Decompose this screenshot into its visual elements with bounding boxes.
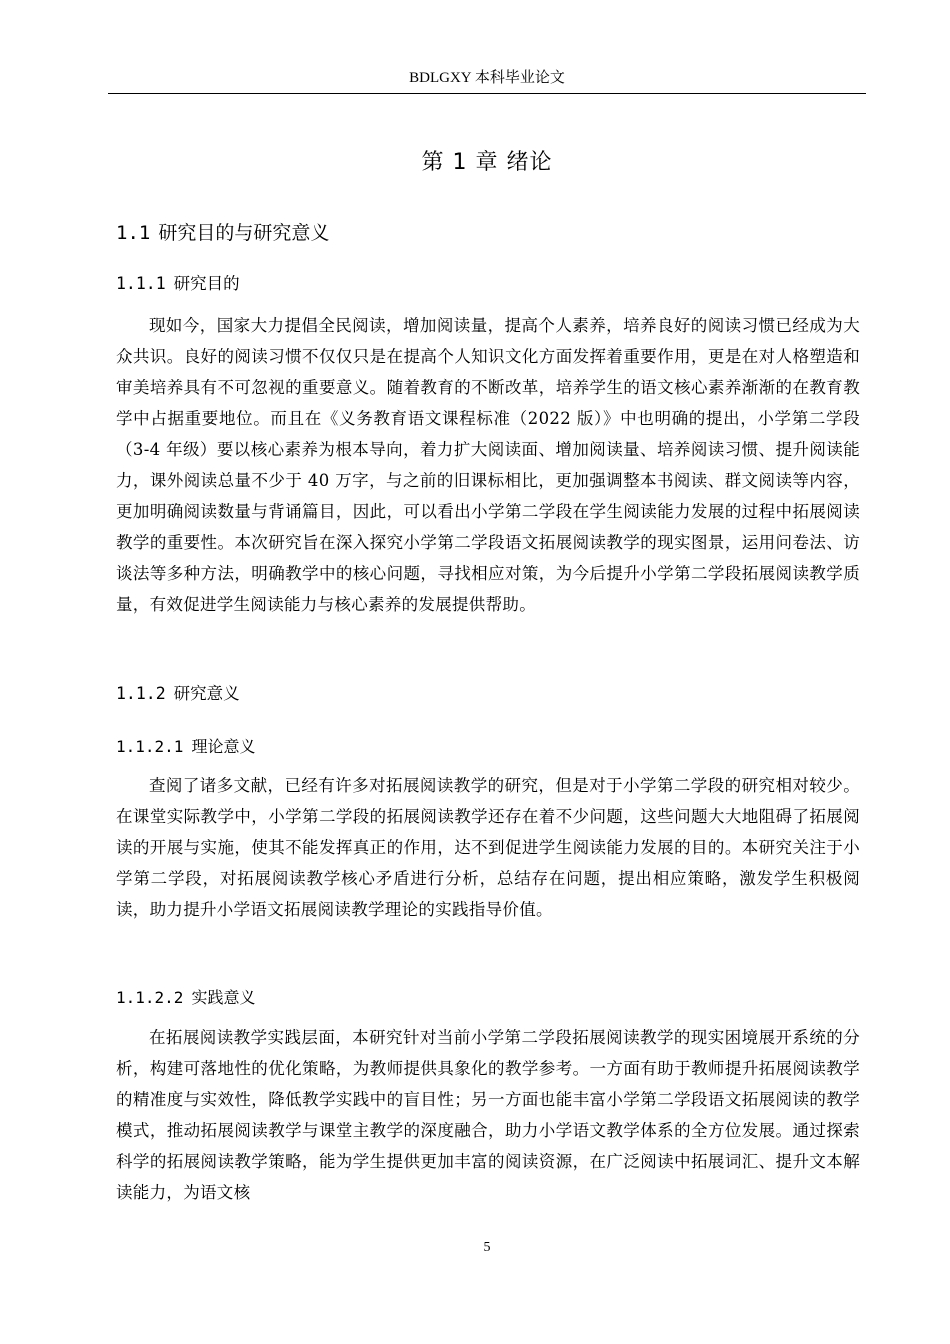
paragraph-theoretical-significance: 查阅了诸多文献，已经有许多对拓展阅读教学的研究，但是对于小学第二学段的研究相对较少。在课堂实际教学中，小学第二学段的拓展阅读教学还存在着不少问题，这些问题大大地阻碍了拓展阅读的开展与实施，使其不能发挥真正的作用，达不到促进学生阅读能力发展的目的。本研究关注于小学第二学段，对拓展阅读教学核心矛盾进行分析，总结存在问题，提出相应策略，激发学生积极阅读，助力提升小学语文拓展阅读教学理论的实践指导价值。 [116, 776, 860, 919]
section-number: 1.1.2 [116, 684, 166, 703]
section-heading-1-1-1 [116, 270, 240, 298]
section-number: 1.1 [116, 222, 151, 244]
section-title: 研究意义 [173, 684, 240, 703]
section-number: 1.1.2.1 [116, 737, 184, 756]
section-title: 理论意义 [191, 737, 256, 756]
section-title: 实践意义 [191, 988, 256, 1007]
section-title: 研究目的 [173, 274, 240, 293]
section-heading-1-1 [116, 218, 329, 248]
section-number: 1.1.2.2 [116, 988, 184, 1007]
section-heading-1-1-2 [116, 680, 240, 708]
paragraph-research-purpose: 现如今，国家大力提倡全民阅读，增加阅读量，提高个人素养，培养良好的阅读习惯已经成为大众共识。良好的阅读习惯不仅仅只是在提高个人知识文化方面发挥着重要作用，更是在对人格塑造和审美培养具有不可忽视的重要意义。随着教育的不断改革，培养学生的语文核心素养渐渐的在教育教学中占据重要地位。而且在《义务教育语文课程标准（2022 版）》中也明确的提出，小学第二学段（3-4 年级）要以核心素养为根本导向，着力扩大阅读面、增加阅读量、培养阅读习惯、提升阅读能力，课外阅读总量不少于 40 万字，与之前的旧课标相比，更加强调整本书阅读、群文阅读等内容，更加明确阅读数量与背诵篇目，因此，可以看出小学第二学段在学生阅读能力发展的过程中拓展阅读教学的重要性。本次研究旨在深入探究小学第二学段语文拓展阅读教学的现实图景，运用问卷法、访谈法等多种方法，明确教学中的核心问题，寻找相应对策，为今后提升小学第二学段拓展阅读教学质量，有效促进学生阅读能力与核心素养的发展提供帮助。 [116, 316, 860, 614]
page-number: 5 [483, 1240, 491, 1255]
section-heading-1-1-2-1 [116, 733, 255, 761]
chapter-title: 第 1 章 绪论 [421, 150, 553, 175]
header-title: BDLGXY 本科毕业论文 [409, 70, 565, 86]
section-number: 1.1.1 [116, 274, 166, 293]
section-title: 研究目的与研究意义 [158, 222, 330, 244]
section-heading-1-1-2-2 [116, 984, 255, 1012]
paragraph-practical-significance: 在拓展阅读教学实践层面，本研究针对当前小学第二学段拓展阅读教学的现实困境展开系统的分析，构建可落地性的优化策略，为教师提供具象化的教学参考。一方面有助于教师提升拓展阅读教学的精准度与实效性，降低教学实践中的盲目性；另一方面也能丰富小学第二学段语文拓展阅读的教学模式，推动拓展阅读教学与课堂主教学的深度融合，助力小学语文教学体系的全方位发展。通过探索科学的拓展阅读教学策略，能为学生提供更加丰富的阅读资源，在广泛阅读中拓展词汇、提升文本解读能力，为语文核 [116, 1028, 860, 1202]
page-header [108, 66, 866, 94]
